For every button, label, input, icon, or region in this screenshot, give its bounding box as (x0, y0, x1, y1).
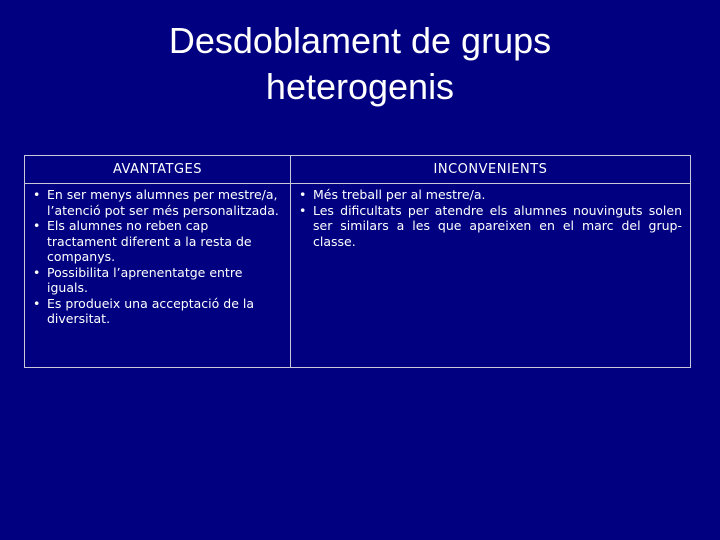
list-item-text: Les dificultats per atendre els alumnes nouvinguts solen ser similars a les que apareixen en el marc del grup-classe. (313, 202, 682, 249)
inconvenients-cell (291, 184, 691, 368)
avantatges-cell (25, 184, 291, 368)
slide-title (0, 18, 720, 110)
table-header-row (25, 156, 691, 184)
bullet-icon: • (33, 264, 41, 280)
comparison-table (24, 155, 691, 368)
list-item-text: Es produeix una acceptació de la diversitat. (47, 295, 254, 326)
list-item-text: Més treball per al mestre/a. (313, 187, 486, 202)
list-item (29, 218, 282, 265)
list-item (295, 187, 682, 203)
bullet-icon: • (33, 187, 41, 202)
list-item-text: En ser menys alumnes per mestre/a, l’atenció pot ser més personalitzada. (47, 187, 279, 218)
bullet-icon: • (299, 187, 307, 202)
avantatges-list (29, 187, 282, 327)
bullet-icon: • (33, 295, 41, 311)
inconvenients-list (295, 187, 682, 249)
list-item (29, 187, 282, 218)
list-item-text: Els alumnes no reben cap tractament diferent a la resta de companys. (47, 218, 252, 264)
header-inconvenients: INCONVENIENTS (291, 156, 691, 184)
table-body-row (25, 184, 691, 368)
list-item (29, 265, 282, 296)
header-avantatges: AVANTATGES (25, 156, 291, 184)
list-item-text: Possibilita l’aprenentatge entre iguals. (47, 264, 243, 295)
bullet-icon: • (299, 202, 307, 218)
bullet-icon: • (33, 218, 41, 233)
list-item (295, 203, 682, 250)
slide-title-line-2: heterogenis (265, 66, 455, 107)
list-item (29, 296, 282, 327)
slide-title-line-1: Desdoblament de grups (168, 20, 552, 61)
